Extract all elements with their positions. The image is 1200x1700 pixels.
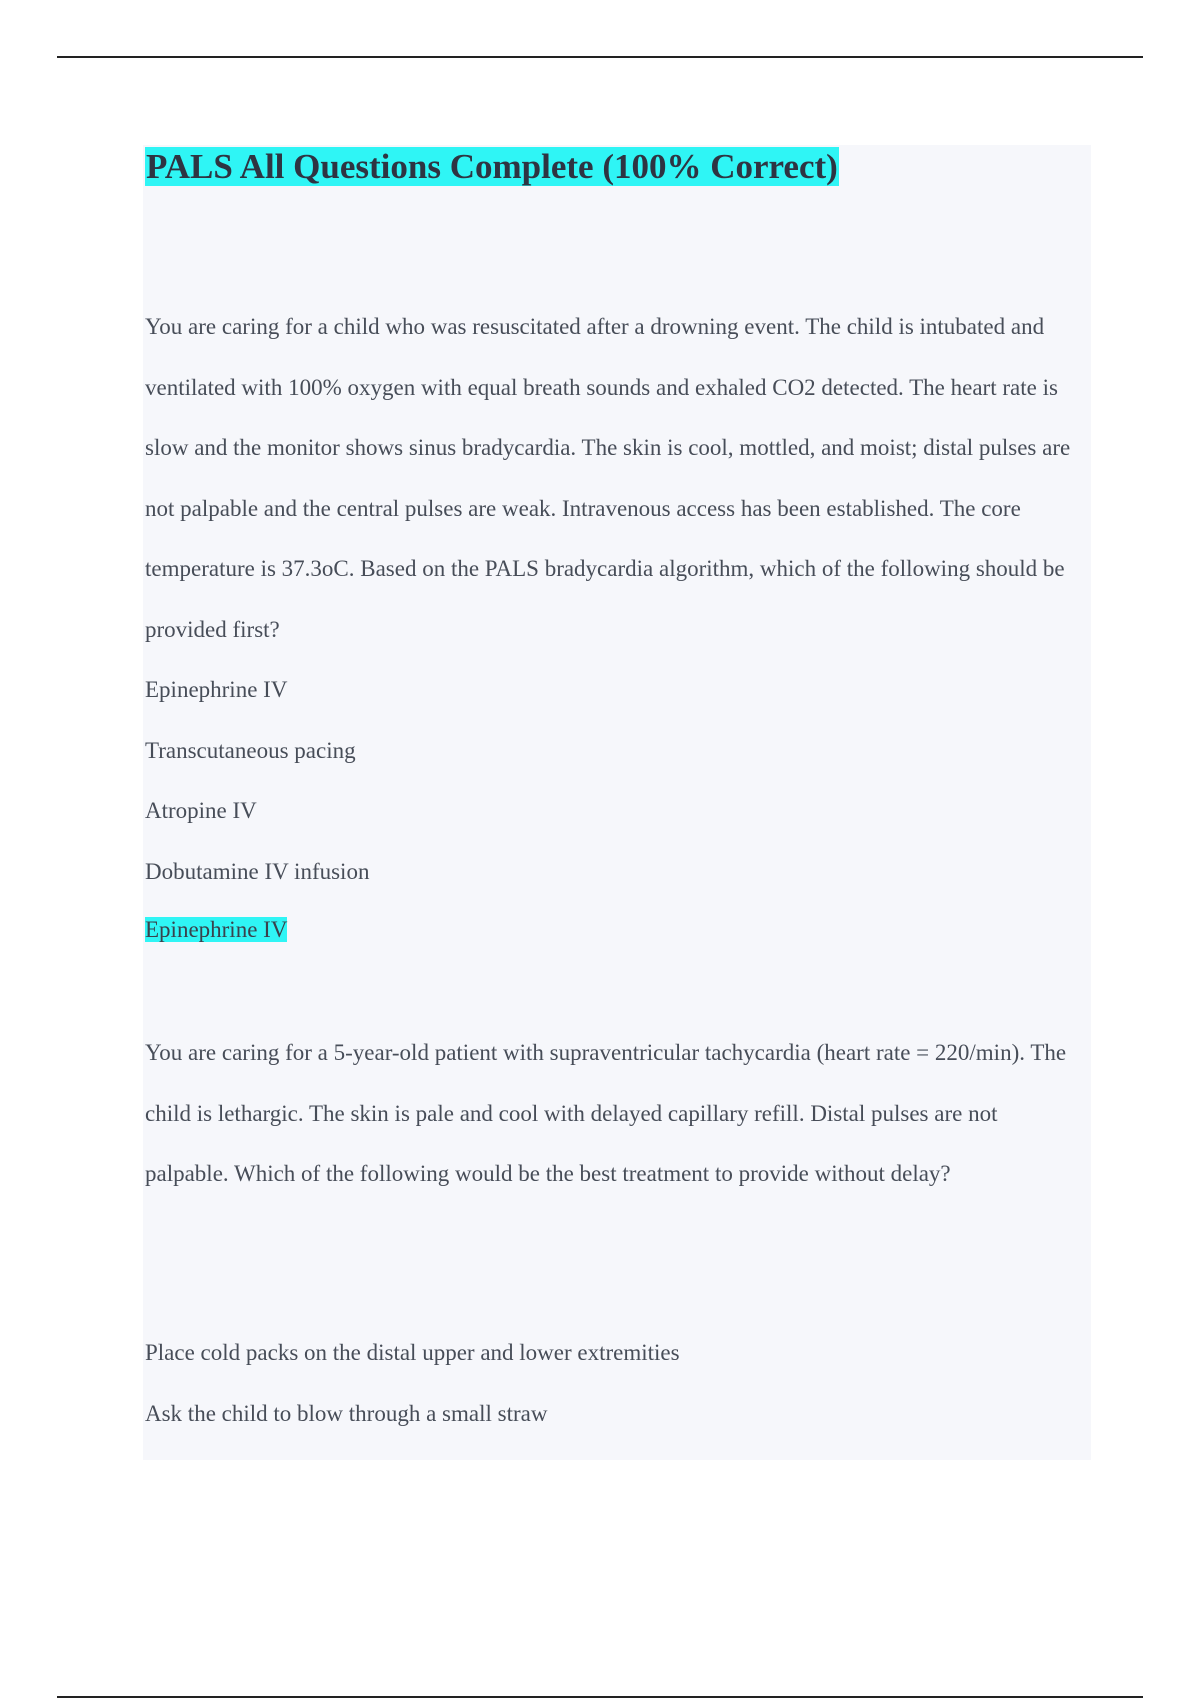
question-2-options <box>145 1323 680 1444</box>
question-1-option: Atropine IV <box>145 798 257 823</box>
title-highlight: PALS All Questions Complete (100% Correct) <box>146 147 838 186</box>
question-2-option: Ask the child to blow through a small straw <box>145 1400 548 1426</box>
question-2-option: Place cold packs on the distal upper and lower extremities <box>145 1340 680 1365</box>
bottom-rule <box>57 1696 1143 1698</box>
answer-highlight: Epinephrine IV <box>145 917 288 942</box>
question-1-option: Dobutamine IV infusion <box>145 858 370 884</box>
question-1-options <box>145 660 369 902</box>
question-1-option: Transcutaneous pacing <box>145 737 356 763</box>
question-1-text: You are caring for a child who was resuscitated after a drowning event. The child is intubated and ventilated with 100% oxygen with equal breath sounds and exhaled CO2 detected. The heart rate is slow and the monitor shows sinus bradycardia. The skin is cool, mottled, and moist; distal pulses are not palpable and the central pulses are weak. Intravenous access has been established. The core temperature is 37.3oC. Based on the PALS bradycardia algorithm, which of the following should be provided first? <box>145 314 1071 642</box>
question-2-text: You are caring for a 5-year-old patient with supraventricular tachycardia (heart rate = 220/min). The child is lethargic. The skin is pale and cool with delayed capillary refill. Distal pulses are not palpable. Which of the following would be the best treatment to provide without delay? <box>145 1040 1067 1186</box>
question-1-option: Epinephrine IV <box>145 677 288 702</box>
document-title <box>145 146 839 188</box>
top-rule <box>57 56 1143 58</box>
question-1-answer <box>145 914 287 946</box>
